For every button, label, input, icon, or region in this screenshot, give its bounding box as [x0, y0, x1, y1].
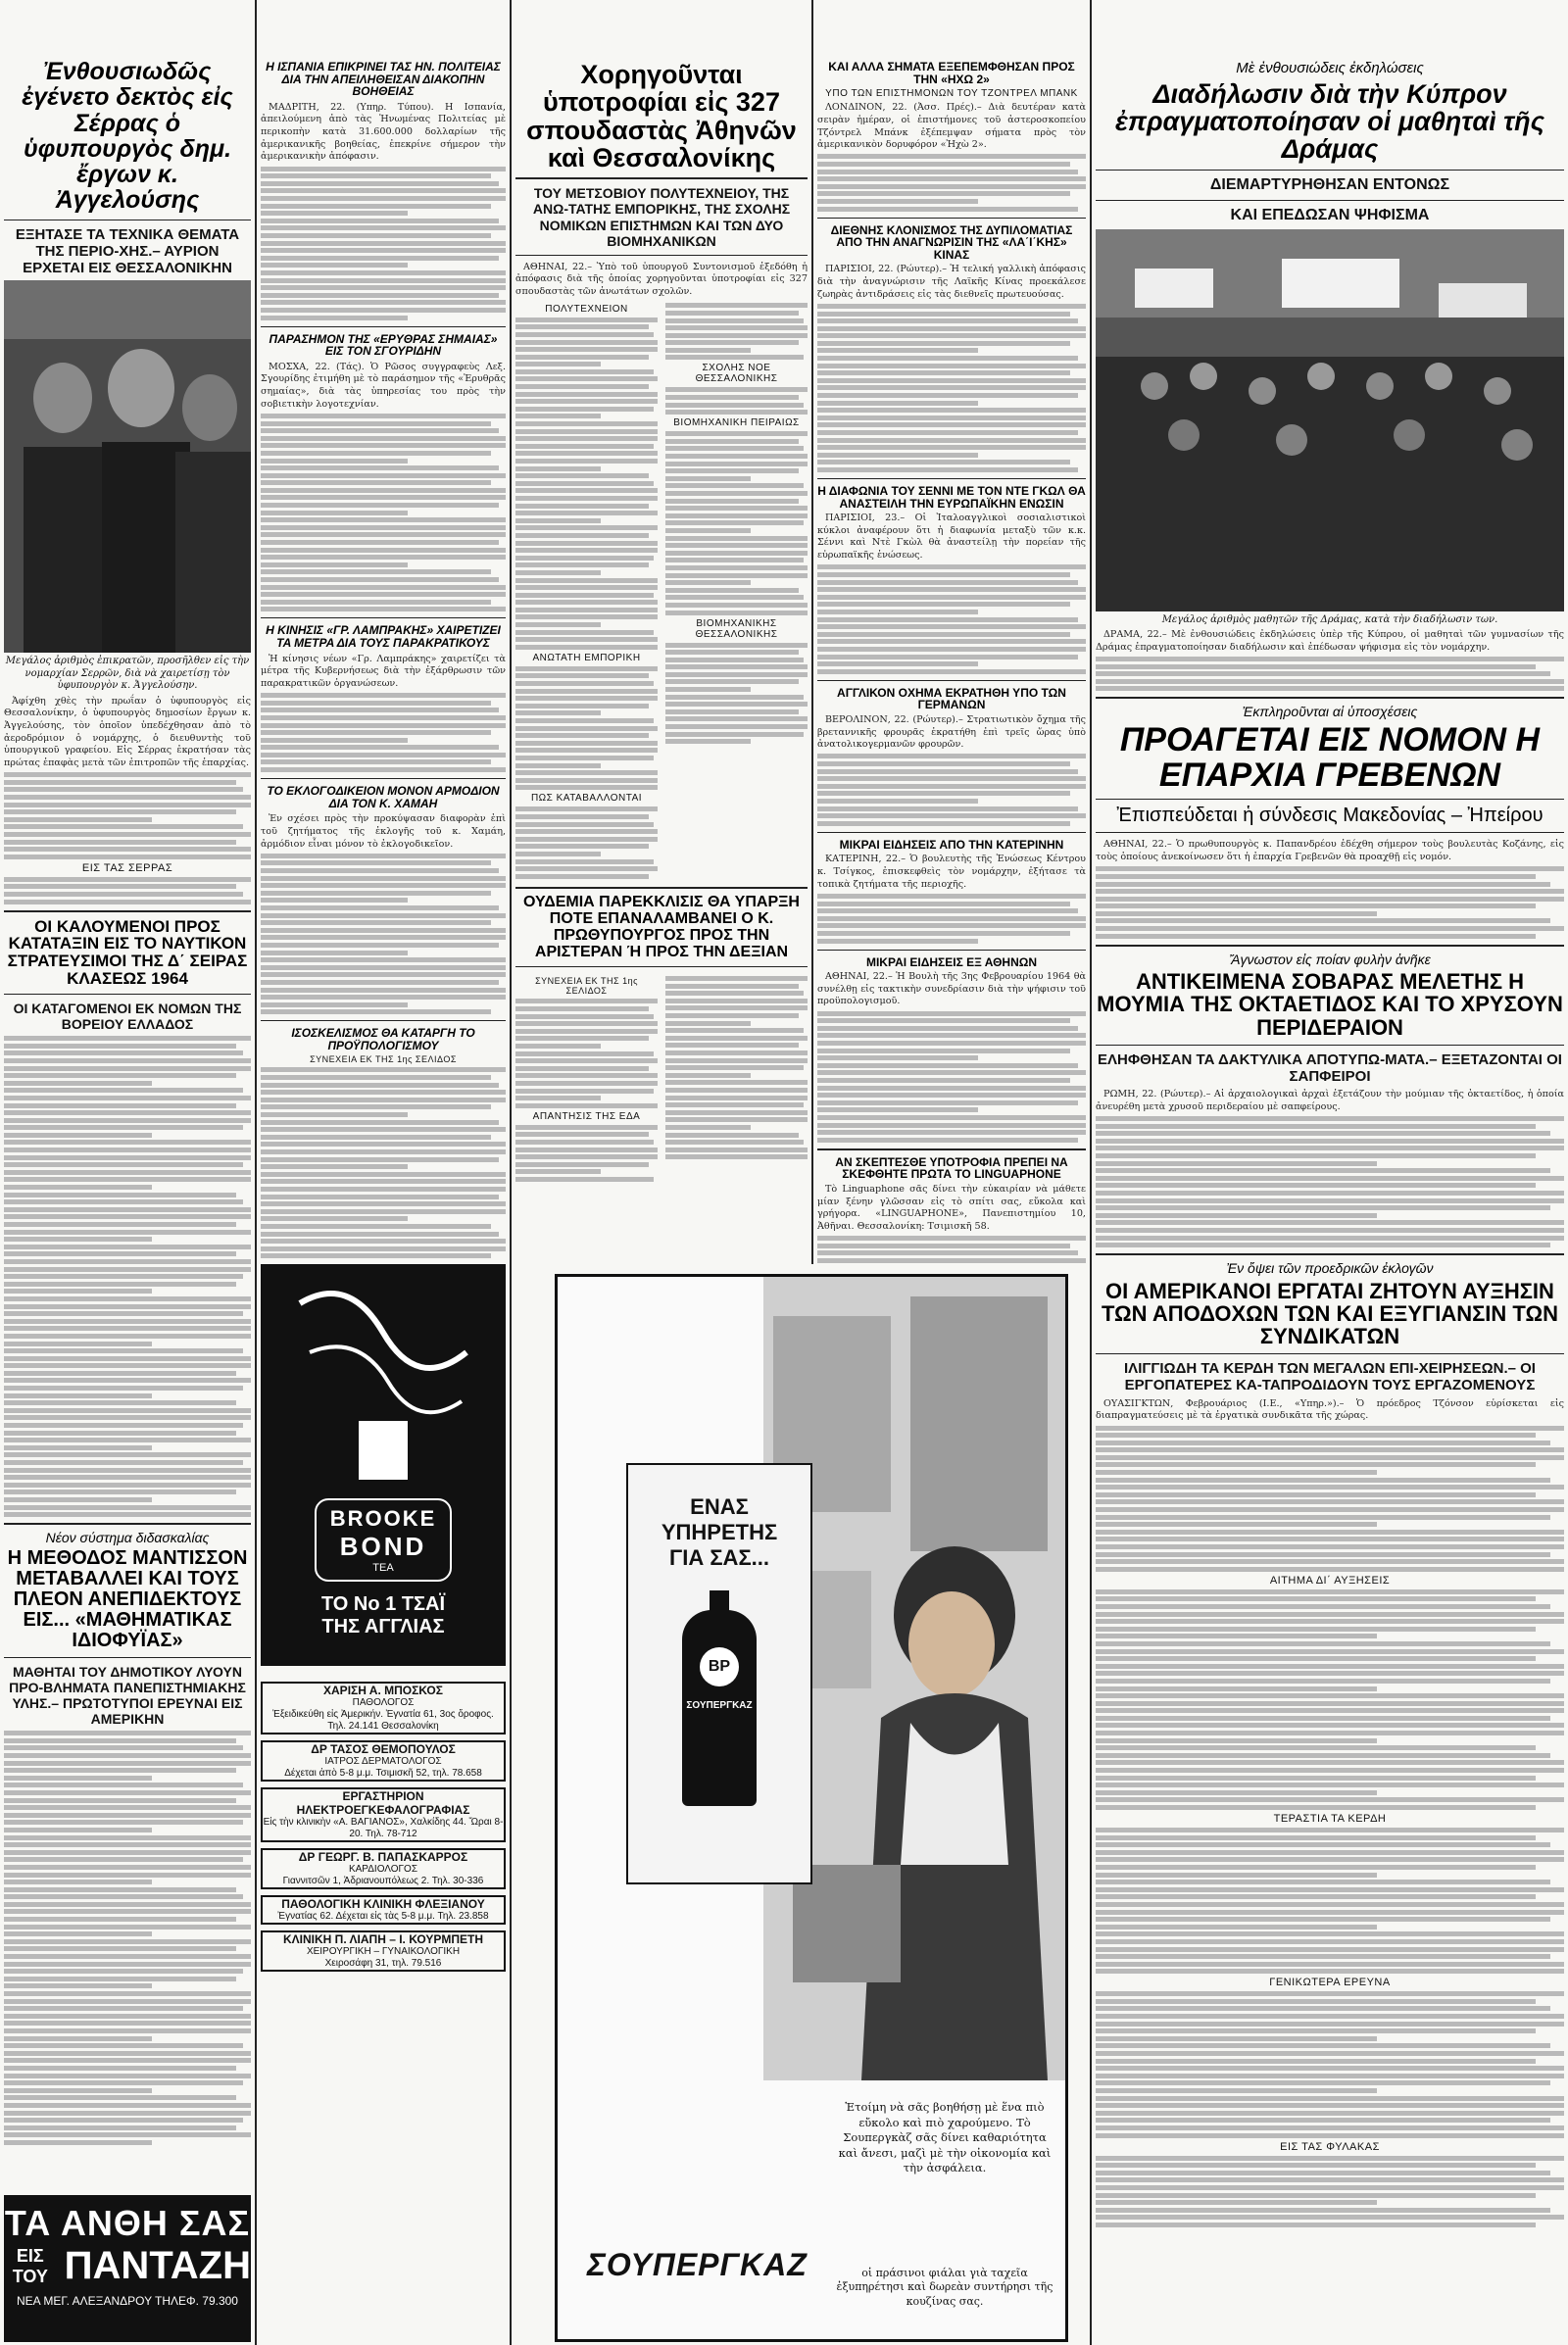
article-mummy: ΡΩΜΗ, 22. (Ρώυτερ).– Αἱ ἀρχαιολογικαὶ ἀρχαὶ ἐξετάζουν τὴν μούμιαν τῆς ὀκταετίδος, ἡ ὁποία ἀνευρέθη μετὰ χρυσοῦ περιδεραίου μὲ σαπφείρους.	[1096, 1089, 1564, 1112]
supergas-card	[626, 1463, 812, 1884]
text-lines	[515, 666, 658, 791]
kicker-drama: Μὲ ἐνθουσιώδεις ἐκδηλώσεις	[1236, 60, 1424, 76]
column-rule	[255, 0, 257, 2345]
ad-brooke-bond	[261, 1264, 506, 1666]
subhead-grevena: Ἐπισπεύδεται ἡ σύνδεσις Μακεδονίας – Ἠπείρου	[1116, 805, 1544, 827]
text-lines	[4, 1036, 251, 1517]
article-athens: ΑΘΗΝΑΙ, 22.– Ἡ Βουλὴ τῆς 3ης Φεβρουαρίου 1964 θὰ συνέλθῃ εἰς τακτικὴν συνεδρίασιν διὰ τὴν ψήφισιν τοῦ προϋπολογισμοῦ.	[817, 971, 1086, 1007]
text-lines	[515, 999, 658, 1107]
subhead-drama-1: ΔΙΕΜΑΡΤΥΡΗΘΗΣΑΝ ΕΝΤΟΝΩΣ	[1209, 175, 1450, 193]
column-rule	[510, 0, 512, 2345]
name-columns	[515, 301, 808, 882]
brooke-bond-slogan2: ΤΗΣ ΑΓΓΛΙΑΣ	[321, 1616, 445, 1637]
brooke-bond-brand2: BOND	[339, 1532, 427, 1561]
ad-pantazis-line1: ΤΑ ΑΝΘΗ ΣΑΣ	[4, 2203, 251, 2243]
article-scholarships: ΑΘΗΝΑΙ, 22.– Ὑπὸ τοῦ ὑπουργοῦ Συντονισμοῦ ἐξεδόθη ἡ ἀπόφασις διὰ τῆς ὁποίας χορηγοῦνται ὑποτροφίαι εἰς 327 σπουδαστὰς τῶν ἀνωτάτων σχολῶν.	[515, 261, 808, 298]
headline-vehicle: ΑΓΓΛΙΚΟΝ ΟΧΗΜΑ ΕΚΡΑΤΗΘΗ ΥΠΟ ΤΩΝ ΓΕΡΜΑΝΩΝ	[837, 685, 1066, 712]
text-lines	[261, 854, 506, 1014]
headline-budget: ΙΣΟΣΚΕΛΙΣΜΟΣ ΘΑ ΚΑΤΑΡΓΗ ΤΟ ΠΡΟΫΠΟΛΟΓΙΣΜΟΥ	[291, 1026, 475, 1052]
text-lines	[1096, 866, 1564, 938]
headline-china: ΔΙΕΘΝΗΣ ΚΛΟΝΙΣΜΟΣ ΤΗΣ ΔΥΠΙΛΟΜΑΤΙΑΣ ΑΠΟ ΤΗΝ ΑΝΑΓΝΩΡΙΣΙΝ ΤΗΣ «ΛΑ΄Ι΄ΚΗΣ» ΚΙΝΑΣ	[830, 222, 1073, 262]
text-lines	[4, 772, 251, 859]
headline-echo2: ΚΑΙ ΑΛΛΑ ΣΗΜΑΤΑ ΕΞΕΠΕΜΦΘΗΣΑΝ ΠΡΟΣ ΤΗΝ «ΗΧΩ 2»	[828, 60, 1075, 86]
column-1	[4, 0, 251, 2345]
text-lines	[665, 431, 808, 614]
subhead-drama-2: ΚΑΙ ΕΠΕΔΩΣΑΝ ΨΗΦΙΣΜΑ	[1230, 207, 1430, 224]
headline-drama: Διαδήλωσιν διὰ τὴν Κύπρον ἐπραγματοποίησαν οἱ μαθηταὶ τῆς Δράμας	[1115, 78, 1544, 165]
subhead-scholarships: ΤΟΥ ΜΕΤΣΟΒΙΟΥ ΠΟΛΥΤΕΧΝΕΙΟΥ, ΤΗΣ ΑΝΩ-ΤΑΤΗΣ ΕΜΠΟΡΙΚΗΣ, ΤΗΣ ΣΧΟΛΗΣ ΝΟΜΙΚΩΝ ΕΠΙΣΤΗΜΩΝ ΚΑΙ ΤΩΝ ΔΥΟ ΒΙΟΜΗΧΑΝΙΚΩΝ	[532, 185, 791, 249]
text-lines	[817, 894, 1086, 944]
subhead-workers: ΙΛΙΓΓΙΩΔΗ ΤΑ ΚΕΡΔΗ ΤΩΝ ΜΕΓΑΛΩΝ ΕΠΙ-ΧΕΙΡΗΣΕΩΝ.– ΟΙ ΕΡΓΟΠΑΤΕΡΕΣ ΚΑ-ΤΑΠΡΟΔΙΔΟΥΝ ΤΟΥΣ ΕΡΓΑΖΟΜΕΝΟΥΣ	[1124, 1360, 1536, 1394]
photo-drama	[1096, 229, 1564, 611]
text-lines	[817, 1011, 1086, 1143]
headline-montessori: Η ΜΕΘΟΔΟΣ ΜΑΝΤΙΣΣΟΝ ΜΕΤΑΒΑΛΛΕΙ ΚΑΙ ΤΟΥΣ ΠΛΕΟΝ ΑΝΕΠΙΔΕΚΤΟΥΣ ΕΙΣ... «ΜΑΘΗΜΑΤΙΚΑΣ ΙΔΙΟΦΥΪΑΣ»	[7, 1546, 248, 1651]
section-label: ΠΩΣ ΚΑΤΑΒΑΛΛΟΝΤΑΙ	[530, 793, 643, 805]
text-lines	[665, 387, 808, 415]
headline-hamaes: ΤΟ ΕΚΛΟΓΟΔΙΚΕΙΟΝ ΜΟΝΟΝ ΑΡΜΟΔΙΟΝ ΔΙΑ ΤΟΝ Κ. ΧΑΜΑΗ	[267, 784, 500, 810]
headline-navy: ΟΙ ΚΑΛΟΥΜΕΝΟΙ ΠΡΟΣ ΚΑΤΑΤΑΞΙΝ ΕΙΣ ΤΟ ΝΑΥΤΙΚΟΝ ΣΤΡΑΤΕΥΣΙΜΟΙ ΤΗΣ Δ΄ ΣΕΙΡΑΣ ΚΛΑΣΕΩΣ 1964	[7, 916, 248, 989]
headline-senni: Η ΔΙΑΦΩΝΙΑ ΤΟΥ ΣΕΝΝΙ ΜΕ ΤΟΝ ΝΤΕ ΓΚΩΛ ΘΑ ΑΝΑΣΤΕΙΛΗ ΤΗΝ ΕΥΡΩΠΑΪΚΗΝ ΕΝΩΣΙΝ	[817, 483, 1086, 511]
section-label: ΑΙΤΗΜΑ ΔΙ΄ ΑΥΞΗΣΕΙΣ	[1269, 1574, 1391, 1587]
ad-pantazis-line2: ΕΙΣ ΤΟΥ	[12, 2245, 48, 2286]
subhead-serres: ΕΞΗΤΑΣΕ ΤΑ ΤΕΧΝΙΚΑ ΘΕΜΑΤΑ ΤΗΣ ΠΕΡΙΟ-ΧΗΣ.– ΑΥΡΙΟΝ ΕΡΧΕΤΑΙ ΕΙΣ ΘΕΣΣΑΛΟΝΙΚΗΝ	[15, 225, 240, 276]
article-senni: ΠΑΡΙΣΙΟΙ, 23.– Οἱ Ἰταλοαγγλικοὶ σοσιαλιστικοὶ κύκλοι ἀναφέρουν ὅτι ἡ διαφωνία μεταξὺ τῶν κ.κ. Σέννι καὶ Ντὲ Γκὼλ θὰ ἀναστείλῃ τὴν πορείαν τῆς εὐρωπαϊκῆς ἑνώσεως.	[817, 513, 1086, 562]
article-drama: ΔΡΑΜΑ, 22.– Μὲ ἐνθουσιώδεις ἐκδηλώσεις ὑπὲρ τῆς Κύπρου, οἱ μαθηταὶ τῶν γυμνασίων τῆς Δράμας ἐπραγματοποίησαν διαδήλωσιν καὶ ἐπέδωσαν ψήφισμα εἰς τὸν νομάρχην.	[1096, 629, 1564, 653]
text-lines	[817, 754, 1086, 825]
brooke-bond-brand1: BROOKE	[329, 1506, 437, 1531]
gas-cylinder	[682, 1590, 757, 1816]
ad-boskos: ΧΑΡΙΣΗ Α. ΜΠΟΣΚΟΣ ΠΑΘΟΛΟΓΟΣ Ἐξειδικεύθη εἰς Ἀμερικήν. Ἐγνατία 61, 3ος ὄροφος. Τηλ. 24.141 Θεσσαλονίκη	[261, 1682, 506, 1734]
text-lines	[665, 303, 808, 360]
headline-papandreou: ΟΥΔΕΜΙΑ ΠΑΡΕΚΚΛΙΣΙΣ ΘΑ ΥΠΑΡΞΗ ΠΟΤΕ ΕΠΑΝΑΛΑΜΒΑΝΕΙ Ο Κ. ΠΡΩΘΥΠΟΥΡΓΟΣ ΠΡΟΣ ΤΗΝ ΑΡΙΣΤΕΡΑΝ Ή ΠΡΟΣ ΤΗΝ ΔΕΞΙΑΝ	[523, 894, 800, 960]
text-lines	[1096, 657, 1564, 691]
ad-themopoulos: ΔΡ ΤΑΣΟΣ ΘΕΜΟΠΟΥΛΟΣ ΙΑΤΡΟΣ ΔΕΡΜΑΤΟΛΟΓΟΣ Δέχεται ἀπὸ 5-8 μ.μ. Τσιμισκῆ 52, τηλ. 78.658	[261, 1740, 506, 1782]
text-lines	[261, 1067, 506, 1258]
column-rule	[1090, 0, 1092, 2345]
ad-pantazis-line3: ΠΑΝΤΑΖΗ	[64, 2244, 251, 2287]
section-label: ΕΙΣ ΤΑΣ ΦΥΛΑΚΑΣ	[1280, 2140, 1380, 2153]
ad-eeg-lab: ΕΡΓΑΣΤΗΡΙΟΝ ΗΛΕΚΤΡΟΕΓΚΕΦΑΛΟΓΡΑΦΙΑΣ Εἰς τὴν κλινικὴν «Α. ΒΑΓΙΑΝΟΣ», Χαλκίδης 44. Ὥραι 8-20. Τηλ. 78-712	[261, 1787, 506, 1842]
photo-serres-art	[4, 280, 251, 653]
brooke-bond-slogan1: ΤΟ Νο 1 ΤΣΑΪ	[320, 1593, 446, 1615]
photo-serres	[4, 280, 251, 653]
article-serres: Ἀφίχθη χθὲς τὴν πρωΐαν ὁ ὑφυπουργὸς εἰς Θεσσαλονίκην, ὁ ὑφυπουργὸς δημοσίων ἔργων κ. Ἀγγελούσης, τὸν ὁποῖον ὑπεδέχθησαν ἀπὸ τὸ ἀεροδρόμιον ὁ νομάρχης, ὁ διευθυντὴς τοῦ ὑπουργικοῦ γραφείου. Εἰς Σέρρας ἐκρατήσαν τὰς πρώτας ἐπαφὰς μετὰ τῶν ἐπιτροπῶν τῆς ἐπαρχίας.	[4, 695, 251, 769]
section-label: ΑΝΩΤΑΤΗ ΕΜΠΟΡΙΚΗ	[532, 652, 641, 663]
column-5	[1096, 0, 1564, 2345]
kicker-workers: Ἐν ὄψει τῶν προεδρικῶν ἐκλογῶν	[1226, 1260, 1434, 1277]
headline-serres: Ἐνθουσιωδῶς ἐγένετο δεκτὸς εἰς Σέρρας ὁ ὑφυπουργὸς δημ. ἔργων κ. Ἀγγελούσης	[22, 58, 233, 215]
text-lines	[817, 564, 1086, 673]
article-echo2: ΛΟΝΔΙΝΟΝ, 22. (Ἀσσ. Πρές).– Διὰ δευτέραν κατὰ σειρὰν ἡμέραν, οἱ ἐπιστήμονες τοῦ ἀστεροσκοπείου Τζόντρελ Μπάνκ ἐξέπεμψαν σήματα πρὸς τὸν ἀμερικανικὸν δορυφόρον «Ἠχὼ 2».	[817, 102, 1086, 151]
column-rule	[811, 0, 813, 1264]
section-label: ΣΧΟΛΗΣ ΝΟΕ ΘΕΣΣΑΛΟΝΙΚΗΣ	[695, 363, 778, 385]
kicker-montessori: Νέον σύστημα διδασκαλίας	[45, 1530, 210, 1546]
section-label: ΓΕΝΙΚΩΤΕΡΑ ΕΡΕΥΝΑ	[1269, 1977, 1391, 1989]
ad-pantazis-address: ΝΕΑ ΜΕΓ. ΑΛΕΞΑΝΔΡΟΥ ΤΗΛΕΦ. 79.300	[17, 2294, 238, 2308]
subhead-mummy: ΕΛΗΦΘΗΣΑΝ ΤΑ ΔΑΚΤΥΛΙΚΑ ΑΠΟΤΥΠΩ-ΜΑΤΑ.– ΕΞΕΤΑΖΟΝΤΑΙ ΟΙ ΣΑΠΦΕΙΡΟΙ	[1098, 1050, 1562, 1085]
ad-liapi-kourmpeti: ΚΛΙΝΙΚΗ Π. ΛΙΑΠΗ – Ι. ΚΟΥΡΜΠΕΤΗ ΧΕΙΡΟΥΡΓΙΚΗ – ΓΥΝΑΙΚΟΛΟΓΙΚΗ Χειροσάφη 31, τηλ. 79.516	[261, 1930, 506, 1972]
continuation-label: ΣΥΝΕΧΕΙΑ ΕΚ ΤΗΣ 1ης ΣΕΛΙΔΟΣ	[310, 1054, 457, 1065]
text-lines	[1096, 1426, 1564, 1572]
cylinder-label: ΣΟΥΠΕΡΓΚΑΖ	[686, 1700, 753, 1711]
section-label: ΕΙΣ ΤΑΣ ΣΕΡΡΑΣ	[81, 861, 173, 874]
column-2	[261, 0, 506, 2345]
headline-mummy: ΑΝΤΙΚΕΙΜΕΝΑ ΣΟΒΑΡΑΣ ΜΕΛΕΤΗΣ Η ΜΟΥΜΙΑ ΤΗΣ ΟΚΤΑΕΤΙΔΟΣ ΚΑΙ ΤΟ ΧΡΥΣΟΥΝ ΠΕΡΙΔΕΡΑΙΟΝ	[1097, 969, 1563, 1040]
headline-lambrakis: Η ΚΙΝΗΣΙΣ «ΓΡ. ΛΑΜΠΡΑΚΗΣ» ΧΑΙΡΕΤΙΖΕΙ ΤΑ ΜΕΤΡΑ ΔΙΑ ΤΟΥΣ ΠΑΡΑΚΡΑΤΙΚΟΥΣ	[266, 623, 501, 650]
subhead-montessori: ΜΑΘΗΤΑΙ ΤΟΥ ΔΗΜΟΤΙΚΟΥ ΛΥΟΥΝ ΠΡΟ-ΒΛΗΜΑΤΑ ΠΑΝΕΠΙΣΤΗΜΙΑΚΗΣ ΥΛΗΣ.– ΠΡΩΤΟΤΥΠΟΙ ΕΡΕΥΝΑΙ ΕΙΣ ΑΜΕΡΙΚΗΝ	[9, 1663, 246, 1728]
ad-pantazis	[4, 2195, 251, 2342]
text-lines	[261, 167, 506, 320]
supergas-copy: Ἑτοίμη νὰ σᾶς βοηθήσῃ μὲ ἕνα πιὸ εὔκολο καὶ πιὸ χαρούμενο. Τὸ Σουπεργκὰζ σᾶς δίνει καθαριότητα καὶ ἄνεσι, μαζὶ μὲ τὴν οἰκονομία καὶ τὴν ἀσφάλεια.	[838, 2100, 1052, 2175]
supergas-slogan3: ΓΙΑ ΣΑΣ...	[669, 1545, 769, 1570]
text-lines	[4, 1731, 251, 2145]
text-lines	[515, 318, 658, 650]
section-label: ΑΠΑΝΤΗΣΙΣ ΤΗΣ ΕΔΑ	[532, 1110, 641, 1122]
section-label: ΠΟΛΥΤΕΧΝΕΙΟΝ	[545, 303, 628, 315]
ad-flexianou: ΠΑΘΟΛΟΓΙΚΗ ΚΛΙΝΙΚΗ ΦΛΕΞΙΑΝΟΥ Ἐγνατίας 62. Δέχεται εἰς τὰς 5-8 μ.μ. Τηλ. 23.858	[261, 1895, 506, 1925]
article-sgouridis: ΜΟΣΧΑ, 22. (Τάς). Ὁ Ρῶσος συγγραφεὺς Λεξ. Σγουρίδης ἐτιμήθη μὲ τὸ παράσημον τῆς «Ἐρυθρᾶς σημαίας», διὰ τὰς ὑπηρεσίας του πρὸς τὴν σοβιετικὴν λογοτεχνίαν.	[261, 361, 506, 410]
article-vehicle: ΒΕΡΟΛΙΝΟΝ, 22. (Ρώυτερ).– Στρατιωτικὸν ὄχημα τῆς βρεταννικῆς φρουρᾶς ἐκρατήθη ἐπὶ τρεῖς ὥρας ὑπὸ ἀνατολικογερμανῶν φρουρῶν.	[817, 713, 1086, 751]
column-3	[515, 0, 808, 1264]
headline-grevena: ΠΡΟΑΓΕΤΑΙ ΕΙΣ ΝΟΜΟΝ Η ΕΠΑΡΧΙΑ ΓΡΕΒΕΝΩΝ	[1119, 721, 1541, 794]
text-lines	[1096, 1116, 1564, 1247]
brooke-bond-tea: TEA	[372, 1562, 394, 1574]
subhead-navy: ΟΙ ΚΑΤΑΓΟΜΕΝΟΙ ΕΚ ΝΟΜΩΝ ΤΗΣ ΒΟΡΕΙΟΥ ΕΛΛΑΔΟΣ	[13, 1000, 242, 1033]
headline-athens: ΜΙΚΡΑΙ ΕΙΔΗΣΕΙΣ ΕΞ ΑΘΗΝΩΝ	[865, 954, 1038, 969]
brooke-bond-art	[261, 1264, 506, 1490]
supergas-brand: ΣΟΥΠΕΡΓΚΑΖ	[587, 2247, 808, 2282]
headline-linguaphone: ΑΝ ΣΚΕΠΤΕΣΘΕ ΥΠΟΤΡΟΦΙΑ ΠΡΕΠΕΙ ΝΑ ΣΚΕΦΘΗΤΕ ΠΡΩΤΑ ΤΟ LINGUAPHONE	[835, 1154, 1068, 1182]
supergas-slogan1: ΕΝΑΣ	[690, 1494, 749, 1519]
text-lines	[1096, 1828, 1564, 1974]
text-lines	[665, 643, 808, 745]
text-lines	[817, 1236, 1086, 1264]
ad-supergas	[555, 1274, 1068, 2342]
article-spain: ΜΑΔΡΙΤΗ, 22. (Υπηρ. Τύπου). Η Ισπανία, ἀπειλούμενη ἀπὸ τὰς Ἡνωμένας Πολιτείας μὲ περικοπὴν κατὰ 31.600.000 δολλαρίων τῆς ἀμερικανικῆς βοηθείας, ἐπεκρίνε σήμερον τὴν ἀμερικανικὴν ἀπόφασιν.	[261, 101, 506, 163]
section-label: ΒΙΟΜΗΧΑΝΙΚΗΣ ΘΕΣΣΑΛΟΝΙΚΗΣ	[695, 617, 778, 640]
continuation-label: ΣΥΝΕΧΕΙΑ ΕΚ ΤΗΣ 1ης ΣΕΛΙΔΟΣ	[535, 976, 638, 997]
bp-logo: BP	[700, 1647, 739, 1686]
article-katerini: ΚΑΤΕΡΙΝΗ, 22.– Ὁ βουλευτὴς τῆς Ἑνώσεως Κέντρου κ. Τσίγκος, ἐπισκεφθεὶς τὸν νομάρχην, ἐξήτασε τὰ τοπικὰ ζητήματα τῆς περιοχῆς.	[817, 854, 1086, 890]
text-lines	[1096, 1991, 1564, 2137]
text-lines	[1096, 1589, 1564, 1810]
text-lines	[515, 806, 658, 878]
section-label: ΒΙΟΜΗΧΑΝΙΚΗ ΠΕΙΡΑΙΩΣ	[673, 417, 800, 429]
photo-caption: Μεγάλος ἀριθμὸς μαθητῶν τῆς Δράμας, κατὰ τὴν διαδήλωσιν των.	[1161, 613, 1498, 625]
classified-ads	[261, 1676, 506, 1978]
article-lambrakis: Ἡ κίνησις νέων «Γρ. Λαμπράκης» χαιρετίζει τὰ μέτρα τῆς Κυβερνήσεως διὰ τὴν ἐξάρθρωσιν τῶν παρακρατικῶν ὀργανώσεων.	[261, 653, 506, 689]
headline-scholarships: Χορηγοῦνται ὑποτροφίαι εἰς 327 σπουδαστὰς Ἀθηνῶν καὶ Θεσσαλονίκης	[526, 60, 797, 173]
article-workers: ΟΥΑΣΙΓΚΤΩΝ, Φεβρουάριος (Ι.Ε., «Υπηρ.»).– Ὁ πρόεδρος Τζόνσον εὑρίσκεται εἰς διαπραγματεύσεις μὲ τὰ ἐργατικὰ συνδικᾶτα τῆς χώρας.	[1096, 1397, 1564, 1422]
supergas-footer: οἱ πράσινοι φιάλαι γιὰ ταχεῖα ἐξυπηρέτησι καὶ δωρεὰν συντήρησι τῆς κουζίνας σας.	[836, 2267, 1054, 2308]
ad-papaskarros: ΔΡ ΓΕΩΡΓ. Β. ΠΑΠΑΣΚΑΡΡΟΣ ΚΑΡΔΙΟΛΟΓΟΣ Γιαννιτσῶν 1, Ἀδριανουπόλεως 2. Τηλ. 30-336	[261, 1848, 506, 1889]
photo-drama-art	[1096, 229, 1564, 611]
headline-sgouridis: ΠΑΡΑΣΗΜΟΝ ΤΗΣ «ΕΡΥΘΡΑΣ ΣΗΜΑΙΑΣ» ΕΙΣ ΤΟΝ ΣΓΟΥΡΙΔΗΝ	[269, 331, 498, 359]
kicker-grevena: Ἐκπληροῦνται αἱ ὑποσχέσεις	[1242, 704, 1418, 720]
article-linguaphone: Τὸ Linguaphone σᾶς δίνει τὴν εὐκαιρίαν νὰ μάθετε μίαν ξένην γλῶσσαν εἰς τὸ σπίτι σας, εὔκολα καὶ γρήγορα. «LINGUAPHONE», Πανεπιστημίου 10, Ἀθῆναι. Θεσσαλονίκη: Τσιμισκῆ 58.	[817, 1183, 1086, 1232]
subhead-echo2: ΥΠΟ ΤΩΝ ΕΠΙΣΤΗΜΟΝΩΝ ΤΟΥ ΤΖΟΝΤΡΕΛ ΜΠΑΝΚ	[825, 88, 1078, 100]
photo-caption: Μεγάλος ἀριθμὸς ἐπικρατῶν, προσῆλθεν εἰς τὴν νομαρχίαν Σερρῶν, διὰ νὰ χαιρετίσῃ τὸν ὑφυπουργὸν κ. Ἀγγελούσην.	[5, 656, 250, 692]
text-lines	[665, 976, 808, 1159]
text-lines	[817, 304, 1086, 472]
text-lines	[4, 877, 251, 904]
headline-spain: Η ΙΣΠΑΝΙΑ ΕΠΙΚΡΙΝΕΙ ΤΑΣ ΗΝ. ΠΟΛΙΤΕΙΑΣ ΔΙΑ ΤΗΝ ΑΠΕΙΛΗΘΕΙΣΑΝ ΔΙΑΚΟΠΗΝ ΒΟΗΘΕΙΑΣ	[266, 60, 501, 99]
section-label: ΤΕΡΑΣΤΙΑ ΤΑ ΚΕΡΔΗ	[1273, 1813, 1387, 1825]
text-lines	[817, 154, 1086, 211]
article-hamaes: Ἐν σχέσει πρὸς τὴν προκύψασαν διαφορὰν ἐπὶ τοῦ ζητήματος τῆς ἐκλογῆς τοῦ κ. Χαμάη, ἀρμόδιον εἶναι μόνον τὸ ἐκλογοδικεῖον.	[261, 813, 506, 850]
headline-workers: ΟΙ ΑΜΕΡΙΚΑΝΟΙ ΕΡΓΑΤΑΙ ΖΗΤΟΥΝ ΑΥΞΗΣΙΝ ΤΩΝ ΑΠΟΔΟΧΩΝ ΤΩΝ ΚΑΙ ΕΞΥΓΙΑΝΣΙΝ ΤΩΝ ΣΥΝΔΙΚΑΤΩΝ	[1102, 1278, 1558, 1348]
supergas-slogan2: ΥΠΗΡΕΤΗΣ	[661, 1520, 778, 1544]
text-lines	[1096, 2156, 1564, 2227]
kicker-mummy: Ἄγνωστον εἰς ποίαν φυλὴν ἀνῆκε	[1229, 951, 1431, 967]
article-grevena: ΑΘΗΝΑΙ, 22.– Ὁ πρωθυπουργὸς κ. Παπανδρέου ἐδέχθη σήμερον τοὺς βουλευτὰς Κοζάνης, εἰς τοὺς ὁποίους ἀνεκοίνωσεν ὅτι ἡ ἐπαρχία Γρεβενῶν θὰ προαχθῇ εἰς νομόν.	[1096, 839, 1564, 863]
headline-katerini: ΜΙΚΡΑΙ ΕΙΔΗΣΕΙΣ ΑΠΟ ΤΗΝ ΚΑΤΕΡΙΝΗΝ	[839, 837, 1064, 852]
text-lines	[261, 693, 506, 772]
article-china: ΠΑΡΙΣΙΟΙ, 22. (Ρώυτερ).– Ἡ τελική γαλλικὴ ἀπόφασις διὰ τὴν ἀναγνώρισιν τῆς Λαϊκῆς Κίνας προεκάλεσε ζωηρὰς ἀντιδράσεις εἰς τὰς διεθνεῖς πρωτευούσας.	[817, 264, 1086, 300]
column-4	[817, 0, 1086, 1264]
text-lines	[515, 1125, 658, 1182]
text-lines	[261, 414, 506, 611]
